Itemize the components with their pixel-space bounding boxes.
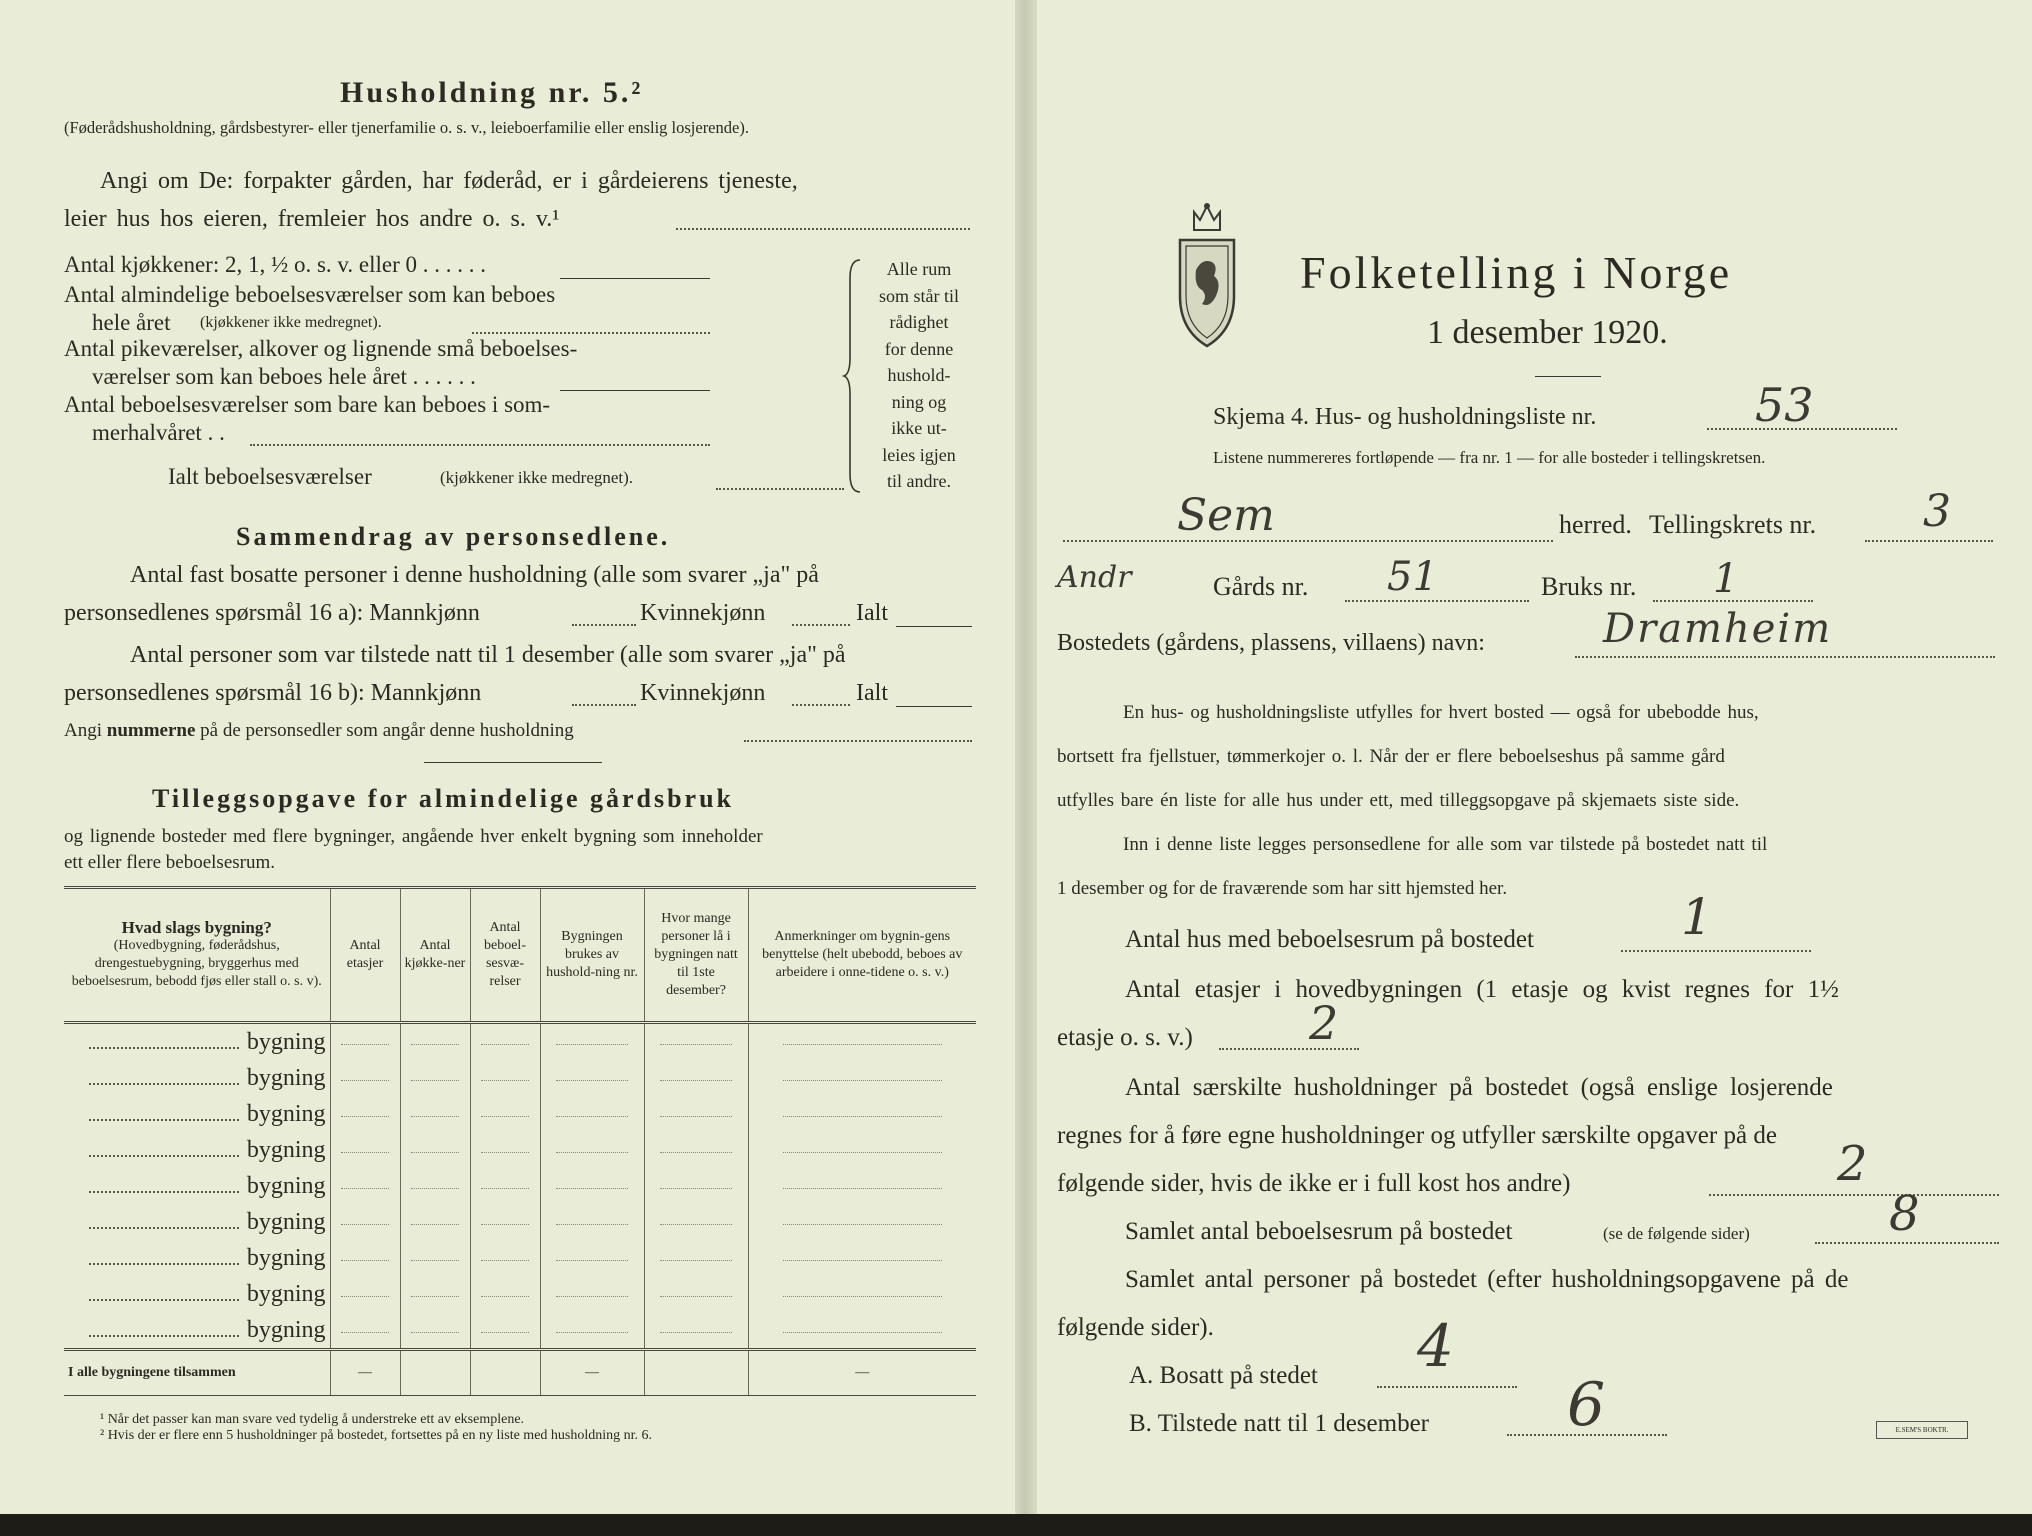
building-cell[interactable] xyxy=(540,1312,644,1350)
kjokkener-label: Antal kjøkkener: 2, 1, ½ o. s. v. eller 0 . . . . . . xyxy=(64,252,487,277)
brace-note-line: som står til xyxy=(879,285,959,306)
samlet-rum-field[interactable] xyxy=(1815,1242,1999,1244)
building-cell[interactable] xyxy=(400,1023,470,1061)
herred-field[interactable] xyxy=(1063,540,1553,542)
building-row-label[interactable] xyxy=(64,1096,330,1132)
bosatt-field[interactable] xyxy=(1377,1386,1517,1388)
husholdninger-value[interactable]: 2 xyxy=(1837,1136,1868,1192)
kvinne-16a-field[interactable] xyxy=(792,624,850,626)
building-cell[interactable] xyxy=(540,1168,644,1204)
building-row-label[interactable] xyxy=(64,1132,330,1168)
building-cell[interactable] xyxy=(540,1096,644,1132)
ialt-16a-label: Ialt xyxy=(856,600,888,626)
total-cell: — xyxy=(540,1350,644,1396)
building-cell[interactable] xyxy=(540,1023,644,1061)
building-row xyxy=(64,1096,976,1132)
schema-label: Skjema 4. Hus- og husholdningsliste nr. xyxy=(1213,404,1597,430)
samlet-pers-line2: følgende sider). xyxy=(1057,1314,1214,1341)
building-cell[interactable] xyxy=(644,1060,748,1096)
supplement-line1: og lignende bosteder med flere bygninger, angående hver enkelt bygning som inneholder xyxy=(64,826,763,847)
alm-line2: hele året xyxy=(92,310,171,335)
form-date: 1 desember 1920. xyxy=(1427,314,1668,351)
instruction-line4: Inn i denne liste legges personsedlene for alle som var tilstede på bostedet natt til xyxy=(1123,834,1768,855)
left-page xyxy=(0,0,1015,1514)
building-cell[interactable] xyxy=(748,1312,976,1350)
bygning-text: bygning xyxy=(246,1028,326,1055)
building-cell[interactable] xyxy=(470,1312,540,1350)
building-cell[interactable] xyxy=(748,1060,976,1096)
tilstede-value[interactable]: 6 xyxy=(1567,1370,1606,1440)
building-cell[interactable] xyxy=(330,1204,400,1240)
page-fold xyxy=(1015,0,1037,1514)
building-cell[interactable] xyxy=(748,1276,976,1312)
supplement-line2: ett eller flere beboelsesrum. xyxy=(64,852,276,873)
header-personer: Hvor mange personer lå i bygningen natt til 1ste desember? xyxy=(644,888,748,1023)
ialt-16b-label: Ialt xyxy=(856,680,888,706)
supplement-title: Tilleggsopgave for almindelige gårdsbruk xyxy=(152,784,735,813)
header-beboelsesvaerelser: Antal beboel-sesvæ-relser xyxy=(470,888,540,1023)
brace-note-line: hushold- xyxy=(887,365,951,385)
ialt-note: (kjøkkener ikke medregnet). xyxy=(440,468,634,487)
angi-post: på de personsedler som angår denne husholdning xyxy=(200,720,574,741)
building-cell[interactable] xyxy=(470,1240,540,1276)
angi-om-answer-line[interactable] xyxy=(676,228,970,230)
bygning-text: bygning xyxy=(246,1064,326,1091)
antal-hus-label: Antal hus med beboelsesrum på bostedet xyxy=(1125,926,1534,953)
building-cell[interactable] xyxy=(330,1060,400,1096)
building-cell[interactable] xyxy=(644,1240,748,1276)
mann-16b-field[interactable] xyxy=(572,704,636,706)
building-cell[interactable] xyxy=(400,1312,470,1350)
building-cell[interactable] xyxy=(644,1023,748,1061)
building-cell[interactable] xyxy=(470,1204,540,1240)
header-type-text: (Hovedbygning, føderådshus, drengestuebygning, bryggerhus med beboelsesrum, bebodd fjøs eller stall o. s. v). xyxy=(71,938,322,989)
building-cell[interactable] xyxy=(470,1060,540,1096)
gards-value[interactable]: 51 xyxy=(1387,554,1438,600)
total-cell: — xyxy=(748,1350,976,1396)
samlet-rum-note: (se de følgende sider) xyxy=(1603,1224,1750,1243)
alm-line1: Antal almindelige beboelsesværelser som kan beboes xyxy=(64,282,556,307)
header-kjokkener: Antal kjøkke-ner xyxy=(400,888,470,1023)
building-cell[interactable] xyxy=(644,1168,748,1204)
household-subtitle: (Føderådshusholdning, gårdsbestyrer- eller tjenerfamilie o. s. v., leieboerfamilie eller enslig losjerende). xyxy=(64,118,749,137)
brace-note-line: ning og xyxy=(891,391,947,412)
brace-note-line: leies igjen xyxy=(882,444,956,465)
building-row xyxy=(64,1276,976,1312)
instruction-line2: bortsett fra fjellstuer, tømmerkojer o. l. Når der er flere beboelseshus på samme gård xyxy=(1057,746,1725,767)
brace-note-line: til andre. xyxy=(887,471,951,491)
building-cell[interactable] xyxy=(330,1240,400,1276)
etasjer-line2: etasje o. s. v.) xyxy=(1057,1024,1193,1051)
instruction-line1: En hus- og husholdningsliste utfylles for hvert bosted — også for ubebodde hus, xyxy=(1123,702,1759,723)
building-cell[interactable] xyxy=(400,1240,470,1276)
building-cell[interactable] xyxy=(330,1312,400,1350)
ialt-16b-field[interactable] xyxy=(896,706,972,707)
building-row-label[interactable] xyxy=(64,1276,330,1312)
brace-note xyxy=(864,256,974,495)
husholdninger-line2: regnes for å føre egne husholdninger og utfyller særskilte opgaver på de xyxy=(1057,1122,1777,1149)
header-anmerkninger: Anmerkninger om bygnin-gens benyttelse (helt ubebodd, beboes av arbeidere i onne-tidene o. s. v.) xyxy=(748,888,976,1023)
household-title: Husholdning nr. 5.² xyxy=(340,76,644,109)
brace-icon xyxy=(842,258,864,494)
total-cell: — xyxy=(330,1350,400,1396)
building-cell[interactable] xyxy=(330,1132,400,1168)
building-cell[interactable] xyxy=(400,1168,470,1204)
bygning-text: bygning xyxy=(246,1280,326,1307)
mann-16a-field[interactable] xyxy=(572,624,636,626)
building-row-label[interactable] xyxy=(64,1240,330,1276)
tellingskrets-field[interactable] xyxy=(1865,540,1993,542)
bostedets-field[interactable] xyxy=(1575,656,1995,658)
building-row xyxy=(64,1168,976,1204)
building-rows xyxy=(64,1023,976,1350)
right-page xyxy=(1037,0,2032,1514)
husholdninger-line3: følgende sider, hvis de ikke er i full kost hos andre) xyxy=(1057,1170,1571,1197)
ialt-label: Ialt beboelsesværelser xyxy=(168,464,372,489)
listene-note: Listene nummereres fortløpende — fra nr. 1 — for alle bosteder i tellingskretsen. xyxy=(1213,448,1766,467)
alm-field[interactable] xyxy=(472,332,710,334)
instruction-line3: utfylles bare én liste for alle hus under ett, med tilleggsopgave på skjemaets siste side. xyxy=(1057,790,1740,811)
husholdninger-line1: Antal særskilte husholdninger på bostedet (også enslige losjerende xyxy=(1125,1074,1833,1101)
bruks-label: Bruks nr. xyxy=(1541,572,1637,601)
building-cell[interactable] xyxy=(748,1132,976,1168)
building-cell[interactable] xyxy=(330,1276,400,1312)
building-cell[interactable] xyxy=(540,1204,644,1240)
header-type xyxy=(64,888,330,1023)
section-divider xyxy=(424,762,602,763)
tellingskrets-label: Tellingskrets nr. xyxy=(1649,510,1817,539)
building-cell[interactable] xyxy=(540,1240,644,1276)
summary-line2: personsedlenes spørsmål 16 a): Mannkjønn xyxy=(64,600,480,626)
building-cell[interactable] xyxy=(400,1060,470,1096)
kjokkener-field[interactable] xyxy=(560,278,710,279)
sommer-line2: merhalvåret . . xyxy=(92,420,225,445)
brace-note-line: for denne xyxy=(884,338,954,359)
bostedets-label: Bostedets (gårdens, plassens, villaens) navn: xyxy=(1057,630,1485,656)
building-row-label[interactable] xyxy=(64,1168,330,1204)
antal-hus-field[interactable] xyxy=(1621,950,1811,952)
footnote-2: ² Hvis der er flere enn 5 husholdninger på bostedet, fortsettes på en ny liste med husholdning nr. 6. xyxy=(100,1428,653,1443)
samlet-pers-line1: Samlet antal personer på bostedet (efter husholdningsopgavene på de xyxy=(1125,1266,1849,1293)
gards-label: Gårds nr. xyxy=(1213,572,1309,601)
building-cell[interactable] xyxy=(644,1276,748,1312)
footnote-1: ¹ Når det passer kan man svare ved tydelig å understreke ett av eksemplene. xyxy=(100,1412,525,1427)
etasjer-value[interactable]: 2 xyxy=(1309,996,1339,1050)
bosatt-label: A. Bosatt på stedet xyxy=(1129,1362,1318,1389)
pike-line1: Antal pikeværelser, alkover og lignende små beboelses- xyxy=(64,336,578,361)
building-row xyxy=(64,1240,976,1276)
total-cell xyxy=(400,1350,470,1396)
bygning-text: bygning xyxy=(246,1100,326,1127)
total-row xyxy=(64,1350,976,1396)
building-cell[interactable] xyxy=(330,1023,400,1061)
bygning-text: bygning xyxy=(246,1208,326,1235)
building-cell[interactable] xyxy=(748,1096,976,1132)
samlet-rum-label: Samlet antal beboelsesrum på bostedet xyxy=(1125,1218,1513,1245)
building-cell[interactable] xyxy=(540,1132,644,1168)
angi-om-line1: Angi om De: forpakter gården, har føderåd, er i gårdeierens tjeneste, xyxy=(100,168,798,194)
pike-field[interactable] xyxy=(560,390,710,391)
building-row-label[interactable] xyxy=(64,1312,330,1350)
total-cell xyxy=(470,1350,540,1396)
nummerne-field[interactable] xyxy=(744,740,972,742)
building-row-label[interactable] xyxy=(64,1204,330,1240)
total-label: I alle bygningene tilsammen xyxy=(64,1350,330,1396)
bygning-text: bygning xyxy=(246,1316,326,1343)
total-cell xyxy=(644,1350,748,1396)
building-cell[interactable] xyxy=(470,1276,540,1312)
angi-om-line2: leier hus hos eieren, fremleier hos andre o. s. v.¹ xyxy=(64,206,560,232)
herred-value[interactable]: Sem xyxy=(1177,490,1275,541)
angi-bold: nummerne xyxy=(106,720,196,741)
husholdninger-field[interactable] xyxy=(1709,1194,1999,1196)
herred-label: herred. xyxy=(1559,510,1632,539)
building-cell[interactable] xyxy=(644,1096,748,1132)
building-cell[interactable] xyxy=(330,1168,400,1204)
angi-nummerne xyxy=(64,720,574,742)
title-divider xyxy=(1535,376,1601,377)
building-cell[interactable] xyxy=(470,1096,540,1132)
building-table xyxy=(64,886,976,1396)
angi-pre: Angi xyxy=(64,720,102,741)
building-row-label[interactable] xyxy=(64,1060,330,1096)
building-row xyxy=(64,1132,976,1168)
building-cell[interactable] xyxy=(400,1276,470,1312)
kvinne-16a-label: Kvinnekjønn xyxy=(640,600,766,626)
bygning-text: bygning xyxy=(246,1244,326,1271)
building-cell[interactable] xyxy=(400,1204,470,1240)
building-cell[interactable] xyxy=(470,1132,540,1168)
brace-note-line: ikke ut- xyxy=(891,418,947,438)
building-cell[interactable] xyxy=(748,1023,976,1061)
sommer-line1: Antal beboelsesværelser som bare kan beboes i som- xyxy=(64,392,551,417)
pike-line2: værelser som kan beboes hele året . . . . . . xyxy=(92,364,476,389)
antal-hus-value[interactable]: 1 xyxy=(1681,888,1713,946)
header-type-bold: Hvad slags bygning? xyxy=(121,918,272,937)
sommer-field[interactable] xyxy=(250,444,710,446)
brace-note-line: Alle rum xyxy=(886,259,952,279)
building-cell[interactable] xyxy=(330,1096,400,1132)
kvinne-16b-field[interactable] xyxy=(792,704,850,706)
building-row xyxy=(64,1060,976,1096)
building-cell[interactable] xyxy=(540,1060,644,1096)
ialt-field[interactable] xyxy=(716,488,844,490)
etasjer-line1: Antal etasjer i hovedbygningen (1 etasje og kvist regnes for 1½ xyxy=(1125,976,1839,1003)
form-title: Folketelling i Norge xyxy=(1300,247,1733,298)
summary-line1: Antal fast bosatte personer i denne husholdning (alle som svarer „ja" på xyxy=(130,562,819,588)
building-cell[interactable] xyxy=(748,1204,976,1240)
samlet-rum-value[interactable]: 8 xyxy=(1889,1186,1920,1242)
schema-value[interactable]: 53 xyxy=(1755,378,1814,432)
building-cell[interactable] xyxy=(470,1023,540,1061)
header-etasjer: Antal etasjer xyxy=(330,888,400,1023)
tilstede-label: B. Tilstede natt til 1 desember xyxy=(1129,1410,1429,1437)
tellingskrets-value[interactable]: 3 xyxy=(1923,486,1951,537)
alm-note: (kjøkkener ikke medregnet). xyxy=(200,314,382,331)
gards-field[interactable] xyxy=(1345,600,1529,602)
summary-line4: personsedlenes spørsmål 16 b): Mannkjønn xyxy=(64,680,482,706)
instruction-line5: 1 desember og for de fraværende som har sitt hjemsted her. xyxy=(1057,878,1508,899)
bruks-value[interactable]: 1 xyxy=(1713,556,1739,602)
summary-line3: Antal personer som var tilstede natt til 1 desember (alle som svarer „ja" på xyxy=(130,642,846,668)
summary-title: Sammendrag av personsedlene. xyxy=(236,522,671,551)
building-cell[interactable] xyxy=(400,1132,470,1168)
kvinne-16b-label: Kvinnekjønn xyxy=(640,680,766,706)
building-cell[interactable] xyxy=(540,1276,644,1312)
building-cell[interactable] xyxy=(470,1168,540,1204)
bostedets-value[interactable]: Dramheim xyxy=(1603,606,1833,652)
building-cell[interactable] xyxy=(748,1240,976,1276)
building-cell[interactable] xyxy=(400,1096,470,1132)
building-row xyxy=(64,1204,976,1240)
building-row xyxy=(64,1023,976,1061)
building-cell[interactable] xyxy=(748,1168,976,1204)
building-cell[interactable] xyxy=(644,1204,748,1240)
building-cell[interactable] xyxy=(644,1312,748,1350)
bygning-text: bygning xyxy=(246,1136,326,1163)
ialt-16a-field[interactable] xyxy=(896,626,972,627)
bygning-text: bygning xyxy=(246,1172,326,1199)
gards-prefix-value: Andr xyxy=(1057,560,1132,595)
bosatt-value[interactable]: 4 xyxy=(1417,1312,1454,1380)
building-row-label[interactable] xyxy=(64,1023,330,1061)
header-husholdning: Bygningen brukes av hushold-ning nr. xyxy=(540,888,644,1023)
building-row xyxy=(64,1312,976,1350)
brace-note-line: rådighet xyxy=(889,312,949,332)
building-cell[interactable] xyxy=(644,1132,748,1168)
printer-stamp: E.SEM'S BOKTR. xyxy=(1876,1421,1968,1439)
coat-of-arms-icon xyxy=(1172,200,1242,350)
